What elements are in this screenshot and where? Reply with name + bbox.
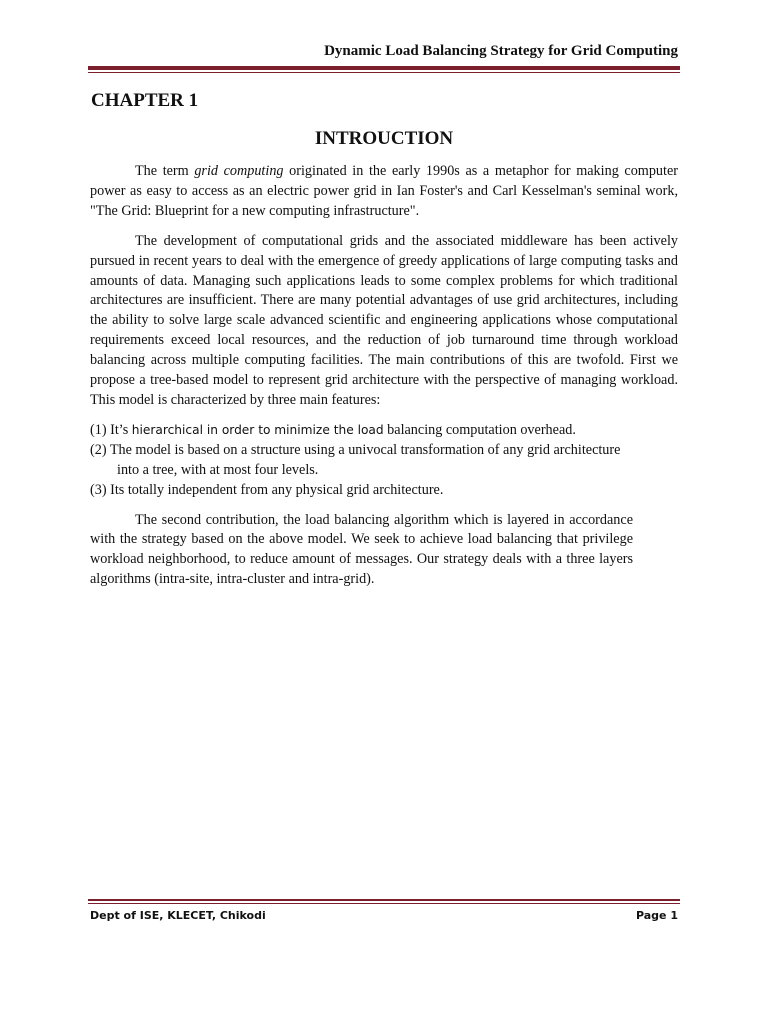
section-title: INTROUCTION (314, 128, 454, 149)
footer-rule-thin (88, 903, 680, 904)
header-rule-thin (88, 72, 680, 73)
paragraph-1: The term grid computing originated in the early 1990s as a metaphor for making computer power as easy to access as an electric power grid in Ian Foster's and Carl Kesselman's seminal work, "The Grid: Blueprint for a new computing infrastructure". (90, 163, 678, 219)
running-header: Dynamic Load Balancing Strategy for Grid Computing (324, 43, 678, 59)
list-item-continuation: into a tree, with at most four levels. (117, 461, 319, 478)
page-number: Page 1 (635, 909, 678, 922)
features-list (90, 421, 678, 501)
chapter-heading: CHAPTER 1 (91, 90, 199, 111)
footer-rule (88, 899, 680, 901)
header-rule (88, 66, 680, 70)
list-item: (3) Its totally independent from any physical grid architecture. (90, 481, 444, 498)
footer-department: Dept of ISE, KLECET, Chikodi (90, 909, 266, 922)
body-text (90, 162, 678, 590)
list-item: (2) The model is based on a structure using a univocal transformation of any grid architecture (90, 441, 621, 458)
emphasis-term: grid computing (194, 163, 284, 179)
list-item: (1) It’s hierarchical in order to minimize the load balancing computation overhead. (90, 421, 576, 438)
paragraph-2: The development of computational grids and the associated middleware has been actively pursued in recent years to deal with the emergence of greedy applications of large computing tasks and amounts of data. Managing such applications leads to some complex problems for which traditional architectures are insufficient. There are many potential advantages of use grid architectures, including the ability to solve large scale advanced scientific and engineering applications whose computational requirements exceed local resources, and the reduction of job turnaround time through workload balancing across multiple computing facilities. The main contributions of this are twofold. First we propose a tree-based model to represent grid architecture with the perspective of managing workload. This model is characterized by three main features: (90, 232, 678, 408)
paragraph-3: The second contribution, the load balancing algorithm which is layered in accordance with the strategy based on the above model. We seek to achieve load balancing that privilege workload neighborhood, to reduce amount of messages. Our strategy deals with a three layers algorithms (intra-site, intra-cluster and intra-grid). (90, 511, 633, 588)
